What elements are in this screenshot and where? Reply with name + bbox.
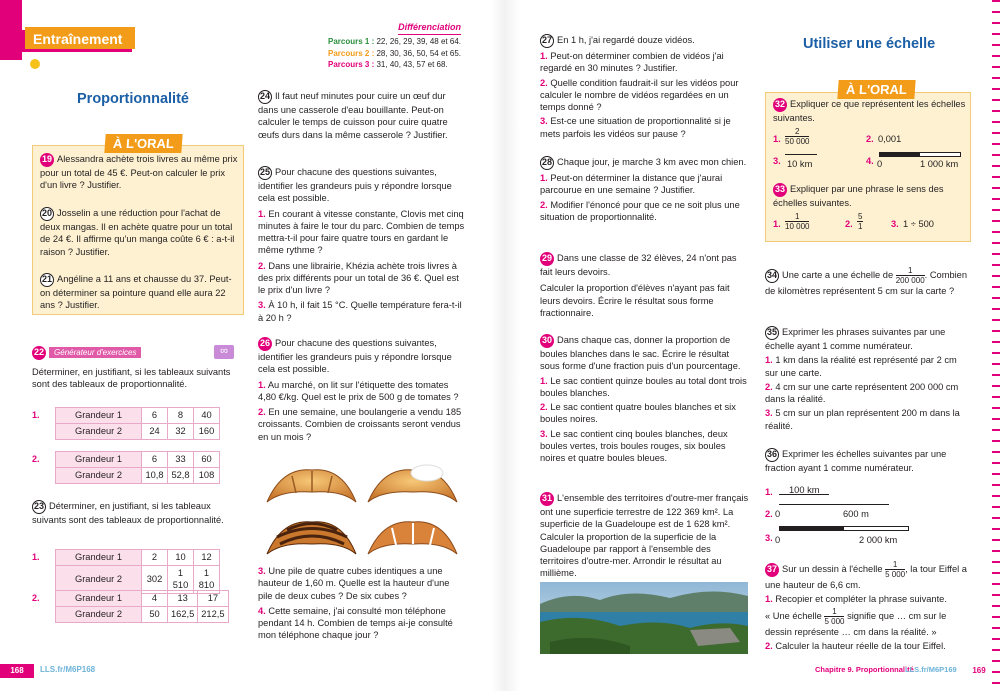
- exercise-text: Pour chacune des questions suivantes, identifier les grandeurs puis y répondre lorsque cela est possible.: [258, 167, 452, 204]
- table-cell: 2: [142, 550, 168, 566]
- exercise-number: 20: [40, 207, 54, 221]
- scale-bar-end: 600 m: [843, 509, 869, 519]
- question-number: 2.: [540, 402, 548, 413]
- exercise-text: Dans chaque cas, donner la proportion de boules blanches dans le sac. Écrire le résultat sous forme d'une fraction puis d'un pourcentage.: [540, 335, 741, 372]
- scale-bar: [879, 152, 961, 157]
- question-number: 3.: [540, 428, 548, 439]
- exercise-text-2: , la tour Eiffel a une hauteur de 6,6 cm.: [765, 563, 967, 590]
- exercise-number: 23: [32, 500, 46, 514]
- exercise-text-2: . Combien de kilomètres représentent 5 cm sur la carte ?: [765, 269, 968, 296]
- scale-fraction: [824, 607, 844, 626]
- question-number: 1.: [765, 355, 773, 366]
- exercise-37: [765, 560, 971, 652]
- scale-bar-end: 2 000 km: [859, 535, 898, 545]
- question-number: 1.: [765, 594, 773, 605]
- question-number: 2.: [765, 381, 773, 392]
- question-number: 1.: [540, 51, 548, 61]
- question-number: 3.: [891, 219, 899, 229]
- scale-bar-start: 0: [775, 509, 781, 519]
- exercise-32: [773, 98, 969, 124]
- exercise-31: [540, 492, 750, 580]
- exercise-33: [773, 183, 969, 209]
- question-text: En courant à vitesse constante, Clovis met cinq minutes à faire le tour du parc. Combien de temps mettra-t-il pour faire quatre tours en gardant le même rythme ?: [258, 208, 465, 256]
- exercise-33-answers: [773, 212, 969, 236]
- table-cell: Grandeur 1: [56, 452, 142, 468]
- exercise-number: 33: [773, 183, 787, 197]
- question-text: Modifier l'énoncé pour que ce ne soit plus une situation de proportionnalité.: [540, 199, 740, 222]
- question-text: Peut-on déterminer la distance que j'aurai parcourue en une semaine ? Justifier.: [540, 173, 723, 196]
- exercise-text: Exprimer les phrases suivantes par une échelle ayant 1 comme numérateur.: [765, 327, 946, 351]
- fraction-numerator: 2: [785, 127, 809, 137]
- differentiation-box: [328, 22, 463, 71]
- top-left-corner-decoration: [0, 0, 22, 60]
- question-number: 1.: [540, 173, 548, 183]
- yellow-dot-decoration: [30, 59, 40, 69]
- proportion-table-23-1: [55, 549, 220, 594]
- table-cell: 212,5: [198, 607, 228, 623]
- question-number: 3.: [765, 533, 773, 543]
- fraction-denominator: 5 000: [885, 570, 906, 579]
- question-number: 1.: [258, 379, 266, 390]
- parcours-1-label: Parcours 1 :: [328, 37, 375, 46]
- question-text: Est-ce une situation de proportionnalité si je mets parfois les vidéos sur pause ?: [540, 116, 731, 139]
- differentiation-title: Différenciation: [398, 21, 461, 35]
- table-row: [56, 468, 220, 484]
- scale-fraction: [785, 127, 809, 146]
- scale-ratio: 1 ÷ 500: [903, 219, 934, 229]
- question-text: Calculer la hauteur réelle de la tour Eiffel.: [775, 640, 946, 651]
- table-cell: 13: [168, 591, 198, 607]
- infinity-icon[interactable]: ∞: [214, 345, 234, 359]
- exercise-text: En 1 h, j'ai regardé douze vidéos.: [557, 35, 695, 45]
- fraction-numerator: 1: [896, 266, 925, 276]
- guadeloupe-photo: [540, 582, 748, 654]
- table-cell: Grandeur 2: [56, 607, 142, 623]
- exercise-number: 24: [258, 90, 272, 104]
- exercise-text: Il faut neuf minutes pour cuire un œuf dur dans une casserole d'eau bouillante. Peut-on calculer le temps de cuisson pour cuire quatre œufs durs dans la même casserole ? Justifier.: [258, 91, 448, 140]
- exercise-text: Angéline a 11 ans et chausse du 37. Peut-on déterminer sa pointure quand elle aura 22 ans ? Justifier.: [40, 274, 232, 311]
- table-cell: 1 810: [194, 566, 220, 594]
- table-cell: 160: [194, 424, 220, 440]
- question-number: 1.: [258, 208, 266, 219]
- table-row: [56, 550, 220, 566]
- question-number: 1.: [773, 219, 781, 229]
- question-text: Le sac contient quinze boules au total dont trois boules blanches.: [540, 375, 747, 398]
- exercise-number: 29: [540, 252, 554, 266]
- table-cell: 32: [168, 424, 194, 440]
- exercise-text: Exprimer les échelles suivantes par une fraction ayant 1 comme numérateur.: [765, 449, 947, 473]
- table-cell: Grandeur 2: [56, 566, 142, 594]
- table-cell: 162,5: [168, 607, 198, 623]
- table-cell: 60: [194, 452, 220, 468]
- scale-bar-start: 0: [877, 159, 883, 169]
- table-cell: 6: [142, 408, 168, 424]
- exercise-24: [258, 90, 466, 141]
- table-cell: Grandeur 2: [56, 468, 142, 484]
- parcours-3-list: 31, 40, 43, 57 et 68.: [376, 60, 448, 70]
- exercise-26: [258, 337, 466, 443]
- question-text: À 10 h, il fait 15 °C. Quelle température fera-t-il à 20 h ?: [258, 300, 462, 323]
- question-text: « Une échelle: [765, 610, 822, 621]
- question-text: Quelle condition faudrait-il sur les vidéos pour calculer le nombre de vidéos regardées en un temps donné ?: [540, 77, 739, 113]
- question-number: 2.: [845, 219, 853, 229]
- question-text: Au marché, on lit sur l'étiquette des tomates 4,80 €/kg. Quel est le prix de 500 g de tomates ?: [258, 379, 459, 402]
- question-number: 2.: [258, 260, 266, 271]
- exercise-number: 32: [773, 98, 787, 112]
- exercise-28: [540, 156, 750, 223]
- question-text: Le sac contient quatre boules blanches et six boules noires.: [540, 402, 736, 425]
- croissant-sugar-image: [368, 522, 457, 554]
- exercise-number: 37: [765, 563, 779, 577]
- exercise-21: [40, 273, 240, 312]
- exercise-19: [40, 153, 240, 192]
- table-label: 1.: [32, 410, 40, 420]
- table-cell: 24: [142, 424, 168, 440]
- proportion-table-22-2: [55, 451, 220, 484]
- croissants-illustration: [262, 462, 462, 562]
- fraction-denominator: 5 000: [824, 616, 845, 626]
- exercise-26-cont: [258, 565, 466, 642]
- table-cell: 40: [194, 408, 220, 424]
- exercise-text: Expliquer par une phrase le sens des échelles suivantes.: [773, 184, 944, 208]
- parcours-3-label: Parcours 3 :: [328, 60, 375, 70]
- exercise-number: 36: [765, 448, 779, 462]
- table-row: [56, 408, 220, 424]
- exercise-27: [540, 34, 750, 140]
- scale-bar-label: 100 km: [789, 485, 820, 495]
- question-text: Cette semaine, j'ai consulté mon téléphone pendant 14 h. Combien de temps ai-je consulté mon téléphone chaque jour ?: [258, 605, 453, 641]
- table-cell: 6: [142, 452, 168, 468]
- question-text: Recopier et compléter la phrase suivante.: [775, 594, 947, 605]
- question-text: Une pile de quatre cubes identiques a une hauteur de 1,60 m. Quelle est la hauteur d'une pile de deux cubes ? De six cubes ?: [258, 566, 450, 601]
- exercise-text: Déterminer, en justifiant, si les tableaux suivants sont des tableaux de proportionnalité.: [32, 501, 224, 525]
- table-cell: Grandeur 1: [56, 591, 142, 607]
- table-cell: 52,8: [168, 468, 194, 484]
- fraction-numerator: 1: [824, 607, 844, 617]
- question-text: signifie que … cm sur le dessin représente … cm dans la réalité. »: [765, 610, 947, 637]
- scale-bar-end: 1 000 km: [920, 159, 959, 169]
- scale-fraction: [896, 266, 925, 285]
- scale-bar: [779, 526, 909, 531]
- exercise-number: 34: [765, 269, 779, 283]
- parcours-2-list: 28, 30, 36, 50, 54 et 65.: [376, 48, 461, 58]
- question-number: 3.: [773, 156, 781, 166]
- page-number-right: 169: [966, 664, 992, 678]
- table-cell: 8: [168, 408, 194, 424]
- proportion-table-23-2: [55, 590, 229, 623]
- fraction-denominator: 1: [858, 222, 863, 231]
- exercise-number: 30: [540, 334, 554, 348]
- page-number-left: 168: [0, 664, 34, 678]
- scale-bar-start: 0: [775, 535, 781, 545]
- table-cell: 1 510: [168, 566, 194, 594]
- exercise-number: 19: [40, 153, 54, 167]
- fraction-denominator: 50 000: [785, 137, 810, 146]
- table-row: [56, 607, 229, 623]
- exercise-text: L'ensemble des territoires d'outre-mer français ont une superficie terrestre de 122 369 km². La superficie de la Guadeloupe est de 1 628 km². Calculer la proportion de la superficie de la Guadeloupe par rapport à l'ensemble des territoires d'outre-mer. Arrondir le résultat au millième.: [540, 493, 749, 579]
- question-number: 3.: [540, 116, 548, 127]
- croissant-cream-image: [368, 465, 457, 502]
- exercise-30: [540, 334, 750, 464]
- exercise-number: 27: [540, 34, 554, 48]
- exercise-text: Pour chacune des questions suivantes, identifier les grandeurs puis y répondre lorsque cela est possible.: [258, 338, 452, 375]
- exercise-text: Déterminer, en justifiant, si les tableaux suivants sont des tableaux de proportionnalité.: [32, 367, 231, 390]
- proportion-table-22-1: [55, 407, 220, 440]
- question-text: Dans une librairie, Khézia achète trois livres à des prix différents pour un total de 36 €. Quel est le prix d'un livre ?: [258, 260, 459, 296]
- table-cell: 12: [194, 550, 220, 566]
- question-number: 2.: [258, 407, 266, 418]
- question-number: 3.: [258, 566, 266, 576]
- table-row: [56, 591, 229, 607]
- oral-tag-left: À L'ORAL: [104, 134, 182, 153]
- exercise-number: 35: [765, 326, 779, 340]
- exercise-text: Une carte a une échelle de: [782, 269, 894, 280]
- question-number: 2.: [540, 77, 548, 88]
- table-cell: 17: [198, 591, 228, 607]
- exercise-text-2: Calculer la proportion d'élèves n'ayant pas fait leurs devoirs. Écrire le résultat sous forme fractionnaire.: [540, 283, 730, 318]
- question-text: En une semaine, une boulangerie a vendu 185 croissants. Combien de croissants seront vendus en un mois ?: [258, 407, 462, 442]
- question-number: 1.: [540, 375, 548, 386]
- question-number: 4.: [258, 605, 266, 616]
- parcours-1-list: 22, 26, 29, 39, 48 et 64.: [376, 37, 461, 46]
- scale-bar: [779, 504, 889, 505]
- exercise-text: Josselin a une réduction pour l'achat de deux mangas. Il en achète quatre pour un total de 24 €. Il affirme qu'un manga coûte 6 € : a-t-il raison ? Justifier.: [40, 208, 235, 257]
- table-cell: Grandeur 2: [56, 424, 142, 440]
- exercise-number: 31: [540, 492, 554, 506]
- question-number: 2.: [540, 199, 548, 210]
- question-text: 4 cm sur une carte représentent 200 000 cm dans la réalité.: [765, 381, 959, 405]
- exercise-number: 22: [32, 346, 46, 360]
- scale-bar: [785, 154, 817, 155]
- section-title-echelle: Utiliser une échelle: [803, 36, 936, 52]
- scale-decimal: 0,001: [878, 134, 902, 144]
- table-cell: Grandeur 1: [56, 408, 142, 424]
- fraction-denominator: 200 000: [895, 276, 925, 285]
- table-cell: 4: [142, 591, 168, 607]
- section-title-proportionnalite: Proportionnalité: [77, 91, 189, 107]
- question-number: 3.: [258, 300, 266, 311]
- exercise-text: Alessandra achète trois livres au même prix pour un total de 45 €. Peut-on calculer le prix d'un livre ? Justifier.: [40, 154, 238, 191]
- exercise-25: [258, 166, 466, 324]
- question-number: 1.: [773, 134, 781, 144]
- scale-fraction: [885, 560, 905, 579]
- table-row: [56, 452, 220, 468]
- question-text: 5 cm sur un plan représentent 200 m dans la réalité.: [765, 408, 960, 431]
- scale-fraction: [785, 212, 809, 231]
- exercise-number: 28: [540, 156, 554, 170]
- exercise-text: Dans une classe de 32 élèves, 24 n'ont pas fait leurs devoirs.: [540, 253, 737, 277]
- footer-link-right[interactable]: LLS.fr/M6P169: [905, 665, 957, 674]
- croissant-chocolate-image: [267, 522, 356, 554]
- table-cell: 33: [168, 452, 194, 468]
- question-number: 2.: [765, 509, 773, 519]
- table-cell: Grandeur 1: [56, 550, 142, 566]
- exercise-text: Expliquer ce que représentent les échelles suivantes.: [773, 99, 966, 123]
- fraction-numerator: 1: [785, 212, 809, 222]
- exercise-23: [32, 500, 244, 526]
- fraction-numerator: 1: [885, 560, 905, 570]
- question-number: 2.: [866, 134, 874, 144]
- exercise-number: 21: [40, 273, 54, 287]
- exercise-29: [540, 252, 750, 319]
- question-number: 2.: [765, 640, 773, 651]
- table-row: [56, 424, 220, 440]
- table-label: 1.: [32, 552, 40, 562]
- scale-bar-label: 10 km: [787, 159, 813, 169]
- exercise-number: 25: [258, 166, 272, 180]
- croissant-plain-image: [267, 470, 356, 502]
- table-label: 2.: [32, 454, 40, 464]
- question-number: 1.: [765, 487, 773, 497]
- table-cell: 302: [142, 566, 168, 594]
- exercise-generator-tag[interactable]: Générateur d'exercices: [49, 347, 141, 358]
- fraction-numerator: 5: [858, 212, 863, 221]
- exercise-number: 26: [258, 337, 272, 351]
- exercise-36-scales: [765, 482, 971, 548]
- exercise-34: [765, 266, 971, 297]
- footer-link-left[interactable]: LLS.fr/M6P168: [40, 665, 96, 674]
- scale-fraction: [857, 212, 863, 231]
- table-cell: 108: [194, 468, 220, 484]
- exercise-text: Chaque jour, je marche 3 km avec mon chien.: [557, 157, 747, 167]
- table-cell: 10: [168, 550, 194, 566]
- exercise-35: [765, 326, 971, 432]
- oral-tag-right: À L'ORAL: [837, 80, 915, 99]
- fraction-denominator: 10 000: [785, 222, 810, 231]
- table-label: 2.: [32, 593, 40, 603]
- footer-chapter: Chapitre 9. Proportionnalité: [815, 665, 914, 674]
- exercise-20: [40, 207, 240, 258]
- question-number: 3.: [765, 408, 773, 419]
- exercise-36: [765, 448, 971, 474]
- question-number: 4.: [866, 156, 874, 166]
- table-cell: 50: [142, 607, 168, 623]
- table-row: [56, 566, 220, 594]
- question-text: 1 km dans la réalité est représenté par 2 cm sur une carte.: [765, 355, 957, 378]
- right-edge-decoration: [992, 0, 1000, 691]
- page-gutter: [492, 0, 520, 691]
- question-text: Peut-on déterminer combien de vidéos j'ai regardé en 30 minutes ? Justifier.: [540, 51, 724, 74]
- question-text: Le sac contient cinq boules blanches, deux boules vertes, trois boules rouges, six boules noires et quatre boules bleues.: [540, 428, 728, 464]
- header-title: Entraînement: [33, 31, 123, 47]
- exercise-22: [32, 346, 244, 391]
- exercise-text: Sur un dessin à l'échelle: [782, 563, 883, 574]
- parcours-2-label: Parcours 2 :: [328, 48, 375, 58]
- table-cell: 10,8: [142, 468, 168, 484]
- exercise-32-answers: [773, 127, 969, 171]
